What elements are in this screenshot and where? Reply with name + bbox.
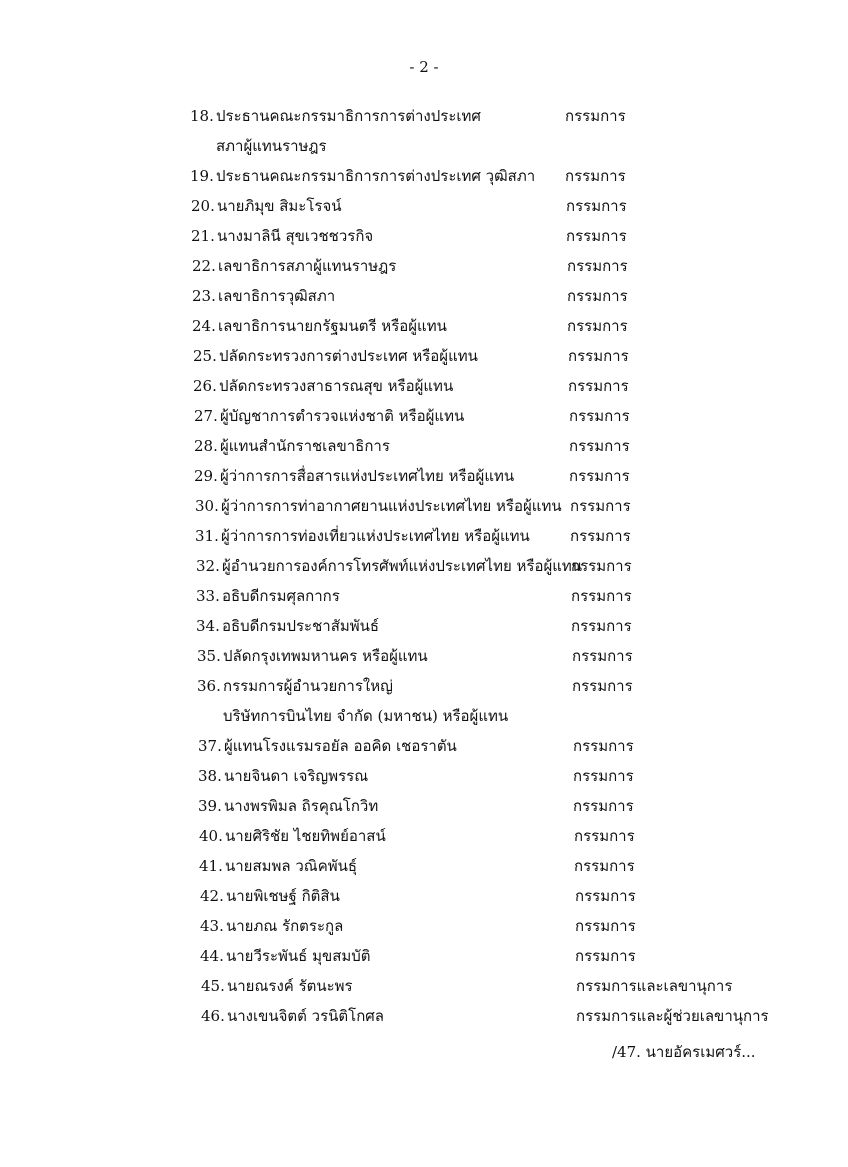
member-name: ปลัดกรุงเทพมหานคร หรือผู้แทน: [223, 647, 428, 665]
list-item: [0, 853, 848, 879]
list-item: [0, 493, 848, 519]
member-role: กรรมการ: [574, 827, 635, 845]
member-role: กรรมการ: [568, 377, 629, 395]
member-name: นายสมพล วณิคพันธุ์: [225, 857, 358, 875]
page-number: - 2 -: [409, 58, 439, 76]
member-role: กรรมการ: [573, 767, 634, 785]
list-item: [0, 193, 848, 219]
member-role: กรรมการ: [575, 947, 636, 965]
member-role: กรรมการ: [574, 857, 635, 875]
list-item: [0, 523, 848, 549]
item-number: 36.: [197, 677, 221, 695]
member-role: กรรมการ: [570, 497, 631, 515]
member-name: นายจินดา เจริญพรรณ: [224, 767, 369, 785]
member-name: นายณรงค์ รัตนะพร: [227, 977, 353, 995]
member-name: ผู้ว่าการการสื่อสารแห่งประเทศไทย หรือผู้แทน: [220, 467, 515, 485]
list-item: [0, 1003, 848, 1029]
member-name: ผู้ว่าการการท่องเที่ยวแห่งประเทศไทย หรือผู้แทน: [221, 527, 530, 545]
list-item: [0, 373, 848, 399]
list-item: [0, 583, 848, 609]
member-name: นายศิริชัย ไชยทิพย์อาสน์: [225, 827, 386, 845]
item-number: 25.: [193, 347, 217, 365]
item-number: 37.: [198, 737, 222, 755]
member-role: กรรมการ: [565, 107, 626, 125]
list-item: [0, 793, 848, 819]
member-name: เลขาธิการวุฒิสภา: [218, 287, 336, 305]
member-name: นางมาลินี สุขเวชชวรกิจ: [217, 227, 374, 245]
member-role: กรรมการ: [567, 317, 628, 335]
list-item: [0, 343, 848, 369]
list-item: [0, 883, 848, 909]
item-number: 43.: [200, 917, 224, 935]
item-number: 45.: [201, 977, 225, 995]
item-number: 28.: [194, 437, 218, 455]
member-role: กรรมการ: [575, 887, 636, 905]
member-name: นายวีระพันธ์ มุขสมบัติ: [226, 947, 371, 965]
member-name: ปลัดกระทรวงการต่างประเทศ หรือผู้แทน: [219, 347, 478, 365]
item-number: 31.: [195, 527, 219, 545]
item-number: 41.: [199, 857, 223, 875]
member-name: อธิบดีกรมศุลกากร: [222, 587, 340, 605]
item-number: 39.: [198, 797, 222, 815]
member-name: ผู้ว่าการการท่าอากาศยานแห่งประเทศไทย หรือผู้แทน: [221, 497, 562, 515]
list-item: [0, 223, 848, 249]
list-item: [0, 613, 848, 639]
member-role: กรรมการ: [567, 287, 628, 305]
item-number: 26.: [193, 377, 217, 395]
member-role: กรรมการและผู้ช่วยเลขานุการ: [576, 1007, 769, 1025]
list-item: [0, 103, 848, 129]
member-name: นายภณ รักตระกูล: [226, 917, 344, 935]
member-role: กรรมการ: [571, 617, 632, 635]
list-item: [0, 763, 848, 789]
list-item: [0, 433, 848, 459]
item-number: 42.: [200, 887, 224, 905]
member-role: กรรมการ: [566, 227, 627, 245]
item-number: 21.: [191, 227, 215, 245]
item-number: 27.: [194, 407, 218, 425]
item-number: 19.: [190, 167, 214, 185]
member-name: อธิบดีกรมประชาสัมพันธ์: [222, 617, 380, 635]
member-role: กรรมการ: [572, 677, 633, 695]
member-role: กรรมการ: [567, 257, 628, 275]
member-name: นายภิมุข สิมะโรจน์: [217, 197, 342, 215]
item-number: 20.: [191, 197, 215, 215]
item-number: 30.: [195, 497, 219, 515]
item-number: 34.: [196, 617, 220, 635]
member-role: กรรมการ: [571, 557, 632, 575]
item-number: 44.: [200, 947, 224, 965]
member-name: ประธานคณะกรรมาธิการการต่างประเทศ: [216, 107, 481, 125]
list-item: [0, 733, 848, 759]
member-role: กรรมการ: [569, 407, 630, 425]
item-number: 46.: [201, 1007, 225, 1025]
list-item: [0, 913, 848, 939]
continuation-note: /47. นายอัครเมศวร์...: [612, 1043, 756, 1061]
member-name-continuation: สภาผู้แทนราษฎร: [216, 137, 327, 155]
item-number: 18.: [190, 107, 214, 125]
item-number: 35.: [197, 647, 221, 665]
item-number: 29.: [194, 467, 218, 485]
item-number: 23.: [192, 287, 216, 305]
list-item: [0, 973, 848, 999]
member-role: กรรมการ: [572, 647, 633, 665]
list-item: [0, 943, 848, 969]
member-role: กรรมการ: [573, 797, 634, 815]
member-name-continuation: บริษัทการบินไทย จำกัด (มหาชน) หรือผู้แทน: [223, 707, 509, 725]
member-name: นางเขนจิตต์ วรนิติโกศล: [227, 1007, 385, 1025]
member-name: ผู้แทนโรงแรมรอยัล ออคิด เชอราตัน: [224, 737, 457, 755]
member-role: กรรมการ: [571, 587, 632, 605]
list-item: [0, 553, 848, 579]
member-name: นางพรพิมล ถิรคุณโกวิท: [224, 797, 379, 815]
list-item: [0, 673, 848, 699]
item-number: 38.: [198, 767, 222, 785]
member-name: ปลัดกระทรวงสาธารณสุข หรือผู้แทน: [219, 377, 454, 395]
list-item: [0, 283, 848, 309]
member-role: กรรมการ: [573, 737, 634, 755]
member-role: กรรมการ: [569, 437, 630, 455]
list-item: [0, 403, 848, 429]
list-item: [0, 463, 848, 489]
item-number: 32.: [196, 557, 220, 575]
list-item: [0, 823, 848, 849]
item-number: 24.: [192, 317, 216, 335]
member-name: นายพิเชษฐ์ กิติสิน: [226, 887, 340, 905]
member-name: ประธานคณะกรรมาธิการการต่างประเทศ วุฒิสภา: [216, 167, 536, 185]
item-number: 33.: [196, 587, 220, 605]
member-name: กรรมการผู้อำนวยการใหญ่: [223, 677, 393, 695]
member-role: กรรมการ: [566, 197, 627, 215]
member-name: เลขาธิการสภาผู้แทนราษฎร: [218, 257, 397, 275]
list-item: [0, 163, 848, 189]
member-role: กรรมการ: [565, 167, 626, 185]
item-number: 40.: [199, 827, 223, 845]
list-item: [0, 313, 848, 339]
list-item: [0, 643, 848, 669]
item-number: 22.: [192, 257, 216, 275]
member-role: กรรมการและเลขานุการ: [576, 977, 733, 995]
member-name: ผู้บัญชาการตำรวจแห่งชาติ หรือผู้แทน: [220, 407, 465, 425]
member-role: กรรมการ: [568, 347, 629, 365]
list-item: [0, 253, 848, 279]
member-role: กรรมการ: [570, 527, 631, 545]
member-name: ผู้อำนวยการองค์การโทรศัพท์แห่งประเทศไทย หรือผู้แทน: [222, 557, 583, 575]
member-role: กรรมการ: [569, 467, 630, 485]
member-role: กรรมการ: [575, 917, 636, 935]
member-name: เลขาธิการนายกรัฐมนตรี หรือผู้แทน: [218, 317, 447, 335]
member-name: ผู้แทนสำนักราชเลขาธิการ: [220, 437, 390, 455]
